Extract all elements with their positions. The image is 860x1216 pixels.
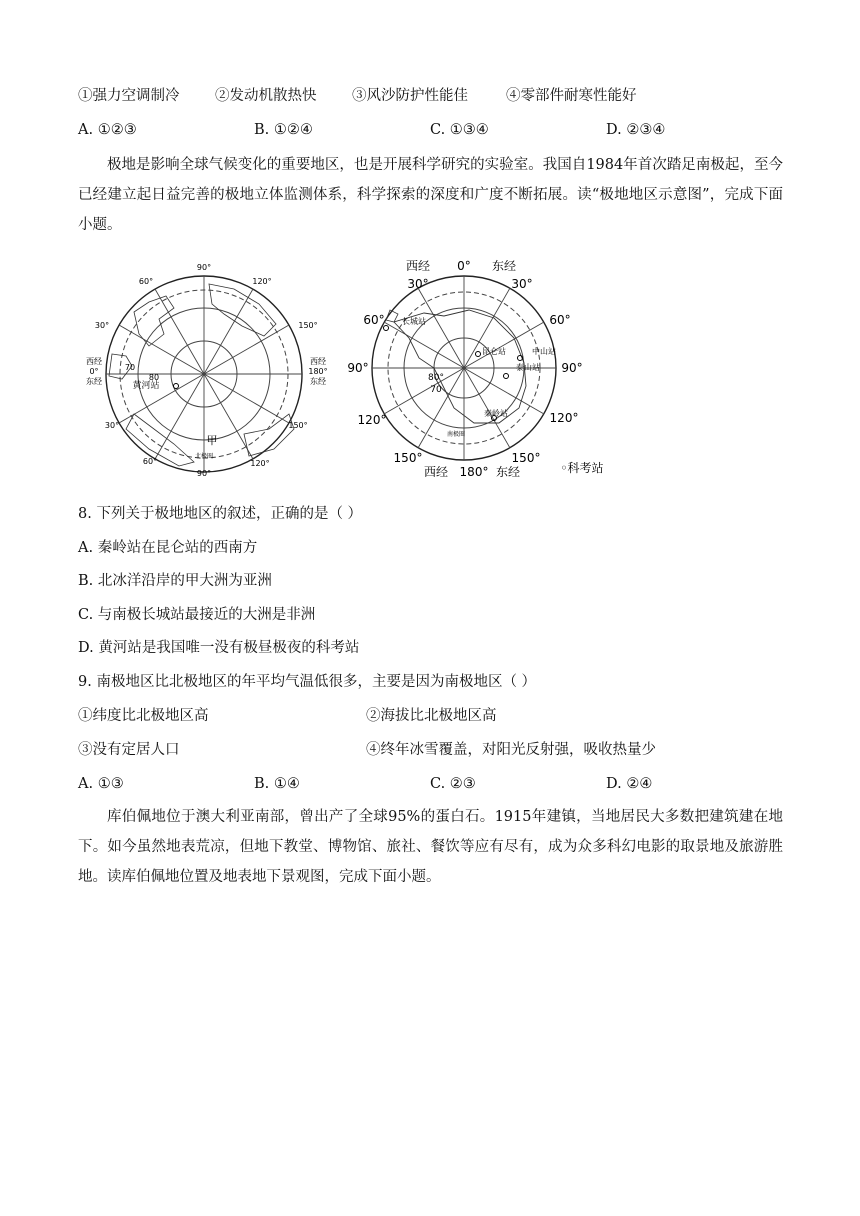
q9-option-a: A. ①③ <box>78 776 124 792</box>
south-label-r30: 30° <box>511 277 533 291</box>
south-station-kunlun: 昆仑站 <box>482 347 506 356</box>
north-polar-map <box>82 258 332 478</box>
north-lat80: 80 <box>148 373 160 382</box>
south-label-l30: 30° <box>407 277 429 291</box>
north-label-l30: 30° <box>94 321 110 330</box>
north-label-jia: 甲 <box>206 434 218 447</box>
q8-option-a: A. 秦岭站在昆仑站的西南方 <box>78 540 258 556</box>
south-station-changcheng: 长城站 <box>402 317 426 326</box>
north-label-bottom: 90° <box>196 469 212 478</box>
south-label-l90: 90° <box>347 361 369 375</box>
q7-option-c: C. ①③④ <box>430 122 489 138</box>
north-label-bl60: 60° <box>142 457 158 466</box>
south-bottom-dongjing: 东经 <box>495 465 521 479</box>
north-left-0: 0° <box>89 367 99 376</box>
q7-item-4: ④零部件耐寒性能好 <box>506 88 637 104</box>
north-label-br120: 120° <box>250 459 270 468</box>
q7-item-3: ③风沙防护性能佳 <box>352 88 468 104</box>
q7-option-a: A. ①②③ <box>78 122 137 138</box>
q9-option-c: C. ②③ <box>430 776 476 792</box>
south-bottom-xijing: 西经 <box>423 465 449 479</box>
north-left-xijing: 西经 <box>86 357 102 366</box>
south-bottom-180: 180° <box>459 465 489 479</box>
south-station-qinling: 秦岭站 <box>484 409 508 418</box>
north-arctic-circle: 北极圈 <box>194 453 214 460</box>
q9-item-3: ③没有定居人口 <box>78 742 180 758</box>
south-station-taishan: 泰山站 <box>516 363 540 372</box>
north-lat70: 70 <box>124 363 136 372</box>
q9-option-b: B. ①④ <box>254 776 300 792</box>
north-label-bl30: 30° <box>104 421 120 430</box>
polar-intro-paragraph: 极地是影响全球气候变化的重要地区，也是开展科学研究的实验室。我国自1984年首次踏足南极起，至今已经建立起日益完善的极地立体监测体系，科学探索的深度和广度不断拓展。读“极地地区示意图”，完成下面小题。 <box>78 157 783 233</box>
south-lat80: 80° <box>428 373 444 383</box>
south-label-r150: 150° <box>511 451 541 465</box>
south-top-xijing: 西经 <box>405 259 431 273</box>
q8-option-d: D. 黄河站是我国唯一没有极昼极夜的科考站 <box>78 640 360 656</box>
q7-option-b: B. ①②④ <box>254 122 313 138</box>
north-label-tr: 120° <box>252 277 272 286</box>
south-top-0: 0° <box>457 259 471 273</box>
south-label-r60: 60° <box>549 313 571 327</box>
q9-option-d: D. ②④ <box>606 776 653 792</box>
q7-item-2: ②发动机散热快 <box>215 88 317 104</box>
south-lat70: 70 <box>430 385 442 395</box>
q8-stem: 8. 下列关于极地地区的叙述，正确的是（ ） <box>78 506 363 522</box>
south-label-l60: 60° <box>363 313 385 327</box>
q7-option-d: D. ②③④ <box>606 122 666 138</box>
south-top-dongjing: 东经 <box>491 259 517 273</box>
south-station-zhongshan: 中山站 <box>532 347 556 356</box>
coober-intro-paragraph: 库伯佩地位于澳大利亚南部，曾出产了全球95%的蛋白石。1915年建镇，当地居民大多数把建筑建在地下。如今虽然地表荒凉，但地下教堂、博物馆、旅社、餐饮等应有尽有，成为众多科幻电影的取景地及旅游胜地。读库伯佩地位置及地表地下景观图，完成下面小题。 <box>78 809 783 885</box>
q9-item-1: ①纬度比北极地区高 <box>78 708 209 724</box>
q8-option-b: B. 北冰洋沿岸的甲大洲为亚洲 <box>78 573 272 589</box>
q7-item-1: ①强力空调制冷 <box>78 88 180 104</box>
south-label-l150: 150° <box>393 451 423 465</box>
north-left-dongjing: 东经 <box>86 377 102 386</box>
south-label-l120: 120° <box>357 413 387 427</box>
north-label-tl: 60° <box>138 277 154 286</box>
south-polar-map <box>344 256 616 482</box>
south-antarctic-circle: 南极圈 <box>446 431 466 438</box>
south-label-r120: 120° <box>549 411 579 425</box>
north-label-top: 90° <box>196 263 212 272</box>
q9-item-4: ④终年冰雪覆盖，对阳光反射强，吸收热量少 <box>366 742 656 758</box>
north-right-xijing: 西经 <box>310 357 326 366</box>
north-label-r150: 150° <box>298 321 318 330</box>
south-legend-station: ◦科考站 <box>560 461 604 475</box>
q8-option-c: C. 与南极长城站最接近的大洲是非洲 <box>78 607 316 623</box>
q9-item-2: ②海拔比北极地区高 <box>366 708 497 724</box>
south-label-r90: 90° <box>561 361 583 375</box>
north-station-huanghe: 黄河站 <box>132 381 160 391</box>
north-label-br150: 150° <box>288 421 308 430</box>
north-right-dongjing: 东经 <box>310 377 326 386</box>
q9-stem: 9. 南极地区比北极地区的年平均气温低很多，主要是因为南极地区（ ） <box>78 674 537 690</box>
north-right-180: 180° <box>308 367 328 376</box>
